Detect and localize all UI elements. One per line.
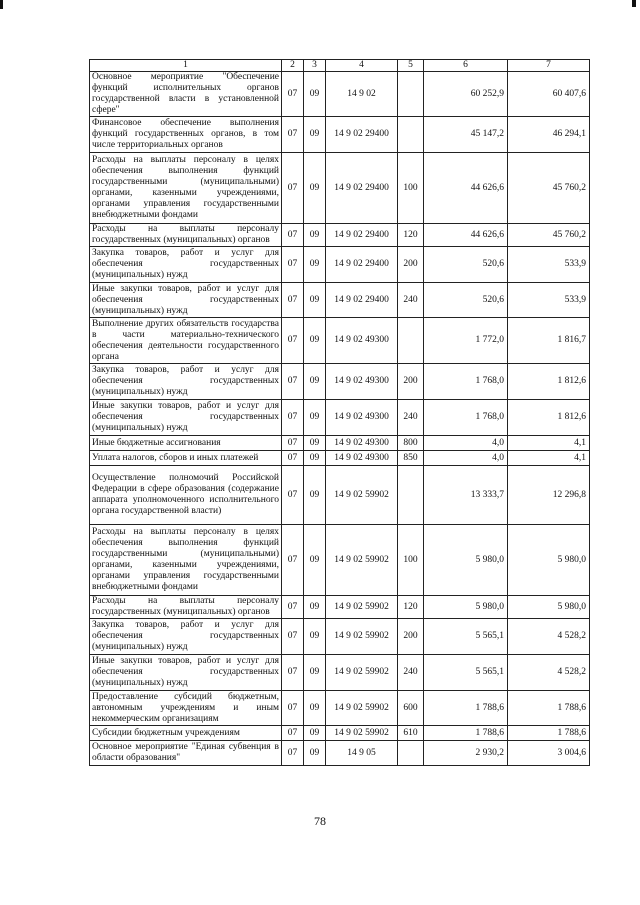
cell-amount-year2: 1 812,6 — [508, 400, 590, 436]
table-row — [90, 619, 590, 655]
cell-expense-type: 850 — [398, 451, 424, 466]
column-header: 3 — [304, 60, 326, 72]
cell-amount-year1: 44 626,6 — [424, 153, 508, 224]
cell-section: 07 — [282, 436, 304, 451]
table-row — [90, 466, 590, 525]
cell-section: 07 — [282, 247, 304, 283]
cell-amount-year2: 4 528,2 — [508, 619, 590, 655]
cell-expense-type: 120 — [398, 596, 424, 619]
cell-target-article: 14 9 02 49300 — [326, 451, 398, 466]
cell-subsection: 09 — [304, 224, 326, 247]
cell-amount-year1: 1 768,0 — [424, 364, 508, 400]
cell-description: Финансовое обеспечение выполнения функций государственных органов, в том числе территориальных органов — [90, 117, 282, 153]
table-row — [90, 655, 590, 691]
cell-expense-type: 610 — [398, 726, 424, 741]
cell-section: 07 — [282, 466, 304, 525]
cell-section: 07 — [282, 596, 304, 619]
cell-description: Закупка товаров, работ и услуг для обеспечения государственных (муниципальных) нужд — [90, 247, 282, 283]
cell-amount-year1: 4,0 — [424, 451, 508, 466]
cell-expense-type: 100 — [398, 525, 424, 596]
cell-description: Расходы на выплаты персоналу в целях обеспечения выполнения функций государственными (муниципальными) органами, казенными учреждениями, органами управления государственными внебюджетными фондами — [90, 525, 282, 596]
cell-expense-type: 240 — [398, 655, 424, 691]
cell-expense-type: 240 — [398, 283, 424, 318]
cell-description: Основное мероприятие "Единая субвенция в области образования" — [90, 741, 282, 766]
cell-amount-year1: 1 788,6 — [424, 691, 508, 726]
cell-description: Расходы на выплаты персоналу государственных (муниципальных) органов — [90, 596, 282, 619]
cell-amount-year1: 44 626,6 — [424, 224, 508, 247]
cell-subsection: 09 — [304, 619, 326, 655]
cell-expense-type — [398, 117, 424, 153]
cell-section: 07 — [282, 691, 304, 726]
table-row — [90, 691, 590, 726]
header-row — [90, 60, 590, 72]
cell-subsection: 09 — [304, 400, 326, 436]
cell-amount-year2: 5 980,0 — [508, 596, 590, 619]
column-header: 5 — [398, 60, 424, 72]
cell-amount-year1: 520,6 — [424, 283, 508, 318]
table-row — [90, 117, 590, 153]
column-header: 1 — [90, 60, 282, 72]
cell-description: Уплата налогов, сборов и иных платежей — [90, 451, 282, 466]
cell-expense-type: 600 — [398, 691, 424, 726]
table-row — [90, 400, 590, 436]
cell-description: Расходы на выплаты персоналу в целях обеспечения выполнения функций государственными (муниципальными) органами, казенными учреждениями, органами управления государственными внебюджетными фондами — [90, 153, 282, 224]
table-row — [90, 283, 590, 318]
cell-expense-type: 200 — [398, 619, 424, 655]
cell-amount-year1: 2 930,2 — [424, 741, 508, 766]
cell-expense-type: 240 — [398, 400, 424, 436]
cell-subsection: 09 — [304, 364, 326, 400]
cell-description: Закупка товаров, работ и услуг для обеспечения государственных (муниципальных) нужд — [90, 364, 282, 400]
cell-subsection: 09 — [304, 153, 326, 224]
cell-section: 07 — [282, 72, 304, 117]
cell-subsection: 09 — [304, 741, 326, 766]
cell-subsection: 09 — [304, 318, 326, 364]
table-row — [90, 596, 590, 619]
cell-target-article: 14 9 02 59902 — [326, 655, 398, 691]
cell-description: Иные закупки товаров, работ и услуг для обеспечения государственных (муниципальных) нужд — [90, 283, 282, 318]
scan-mark — [632, 0, 636, 7]
table-row — [90, 741, 590, 766]
cell-subsection: 09 — [304, 283, 326, 318]
cell-expense-type — [398, 466, 424, 525]
cell-amount-year2: 1 812,6 — [508, 364, 590, 400]
cell-amount-year2: 5 980,0 — [508, 525, 590, 596]
cell-amount-year1: 45 147,2 — [424, 117, 508, 153]
cell-section: 07 — [282, 318, 304, 364]
cell-amount-year1: 5 565,1 — [424, 619, 508, 655]
cell-amount-year2: 1 816,7 — [508, 318, 590, 364]
cell-description: Осуществление полномочий Российской Федерации в сфере образования (содержание аппарата уполномоченного исполнительного органа государственной власти) — [90, 466, 282, 525]
column-header: 6 — [424, 60, 508, 72]
cell-amount-year2: 533,9 — [508, 283, 590, 318]
cell-section: 07 — [282, 726, 304, 741]
cell-target-article: 14 9 02 59902 — [326, 466, 398, 525]
cell-description: Выполнение других обязательств государства в части материально-технического обеспечения деятельности государственного органа — [90, 318, 282, 364]
table-row — [90, 153, 590, 224]
column-header: 4 — [326, 60, 398, 72]
table-row — [90, 726, 590, 741]
cell-amount-year1: 1 788,6 — [424, 726, 508, 741]
cell-amount-year2: 4 528,2 — [508, 655, 590, 691]
cell-section: 07 — [282, 117, 304, 153]
column-header: 2 — [282, 60, 304, 72]
cell-target-article: 14 9 02 59902 — [326, 726, 398, 741]
table-row — [90, 364, 590, 400]
cell-section: 07 — [282, 364, 304, 400]
cell-description: Субсидии бюджетным учреждениям — [90, 726, 282, 741]
cell-expense-type: 800 — [398, 436, 424, 451]
cell-subsection: 09 — [304, 691, 326, 726]
cell-expense-type — [398, 741, 424, 766]
cell-section: 07 — [282, 655, 304, 691]
cell-description: Расходы на выплаты персоналу государственных (муниципальных) органов — [90, 224, 282, 247]
cell-subsection: 09 — [304, 117, 326, 153]
cell-subsection: 09 — [304, 655, 326, 691]
table-row — [90, 247, 590, 283]
budget-table — [89, 59, 590, 766]
cell-section: 07 — [282, 525, 304, 596]
cell-amount-year2: 46 294,1 — [508, 117, 590, 153]
cell-amount-year2: 1 788,6 — [508, 691, 590, 726]
cell-subsection: 09 — [304, 247, 326, 283]
cell-subsection: 09 — [304, 525, 326, 596]
cell-subsection: 09 — [304, 436, 326, 451]
cell-target-article: 14 9 02 49300 — [326, 436, 398, 451]
cell-amount-year2: 4,1 — [508, 451, 590, 466]
cell-target-article: 14 9 02 — [326, 72, 398, 117]
table-row — [90, 525, 590, 596]
cell-amount-year1: 1 768,0 — [424, 400, 508, 436]
cell-section: 07 — [282, 400, 304, 436]
cell-expense-type — [398, 72, 424, 117]
cell-subsection: 09 — [304, 466, 326, 525]
cell-target-article: 14 9 02 29400 — [326, 283, 398, 318]
cell-expense-type — [398, 318, 424, 364]
cell-amount-year2: 3 004,6 — [508, 741, 590, 766]
cell-target-article: 14 9 02 29400 — [326, 153, 398, 224]
cell-amount-year1: 5 980,0 — [424, 525, 508, 596]
cell-amount-year1: 60 252,9 — [424, 72, 508, 117]
cell-subsection: 09 — [304, 451, 326, 466]
cell-subsection: 09 — [304, 726, 326, 741]
cell-target-article: 14 9 02 49300 — [326, 400, 398, 436]
table-row — [90, 72, 590, 117]
cell-subsection: 09 — [304, 72, 326, 117]
cell-amount-year2: 1 788,6 — [508, 726, 590, 741]
cell-description: Иные закупки товаров, работ и услуг для обеспечения государственных (муниципальных) нужд — [90, 655, 282, 691]
scan-mark — [0, 0, 3, 9]
cell-description: Основное мероприятие "Обеспечение функций исполнительных органов государственной власти в установленной сфере" — [90, 72, 282, 117]
table-row — [90, 224, 590, 247]
cell-target-article: 14 9 02 29400 — [326, 117, 398, 153]
cell-section: 07 — [282, 619, 304, 655]
table-body — [90, 72, 590, 766]
cell-amount-year2: 533,9 — [508, 247, 590, 283]
cell-target-article: 14 9 02 59902 — [326, 525, 398, 596]
cell-amount-year2: 4,1 — [508, 436, 590, 451]
column-header: 7 — [508, 60, 590, 72]
cell-target-article: 14 9 02 49300 — [326, 364, 398, 400]
table-row — [90, 436, 590, 451]
cell-target-article: 14 9 02 59902 — [326, 596, 398, 619]
table-row — [90, 318, 590, 364]
cell-amount-year1: 5 980,0 — [424, 596, 508, 619]
cell-description: Иные бюджетные ассигнования — [90, 436, 282, 451]
cell-target-article: 14 9 05 — [326, 741, 398, 766]
cell-section: 07 — [282, 741, 304, 766]
cell-amount-year2: 45 760,2 — [508, 224, 590, 247]
cell-section: 07 — [282, 153, 304, 224]
cell-section: 07 — [282, 224, 304, 247]
cell-amount-year1: 13 333,7 — [424, 466, 508, 525]
cell-subsection: 09 — [304, 596, 326, 619]
cell-section: 07 — [282, 451, 304, 466]
cell-target-article: 14 9 02 29400 — [326, 247, 398, 283]
cell-amount-year1: 4,0 — [424, 436, 508, 451]
cell-description: Предоставление субсидий бюджетным, автономным учреждениям и иным некоммерческим организациям — [90, 691, 282, 726]
cell-expense-type: 100 — [398, 153, 424, 224]
cell-target-article: 14 9 02 59902 — [326, 619, 398, 655]
cell-section: 07 — [282, 283, 304, 318]
cell-expense-type: 120 — [398, 224, 424, 247]
cell-description: Закупка товаров, работ и услуг для обеспечения государственных (муниципальных) нужд — [90, 619, 282, 655]
cell-amount-year2: 60 407,6 — [508, 72, 590, 117]
cell-amount-year1: 5 565,1 — [424, 655, 508, 691]
cell-amount-year1: 520,6 — [424, 247, 508, 283]
table-row — [90, 451, 590, 466]
cell-target-article: 14 9 02 49300 — [326, 318, 398, 364]
cell-expense-type: 200 — [398, 364, 424, 400]
cell-amount-year2: 45 760,2 — [508, 153, 590, 224]
cell-expense-type: 200 — [398, 247, 424, 283]
cell-amount-year2: 12 296,8 — [508, 466, 590, 525]
cell-description: Иные закупки товаров, работ и услуг для обеспечения государственных (муниципальных) нужд — [90, 400, 282, 436]
cell-target-article: 14 9 02 29400 — [326, 224, 398, 247]
cell-target-article: 14 9 02 59902 — [326, 691, 398, 726]
page-number: 78 — [314, 814, 326, 828]
cell-amount-year1: 1 772,0 — [424, 318, 508, 364]
